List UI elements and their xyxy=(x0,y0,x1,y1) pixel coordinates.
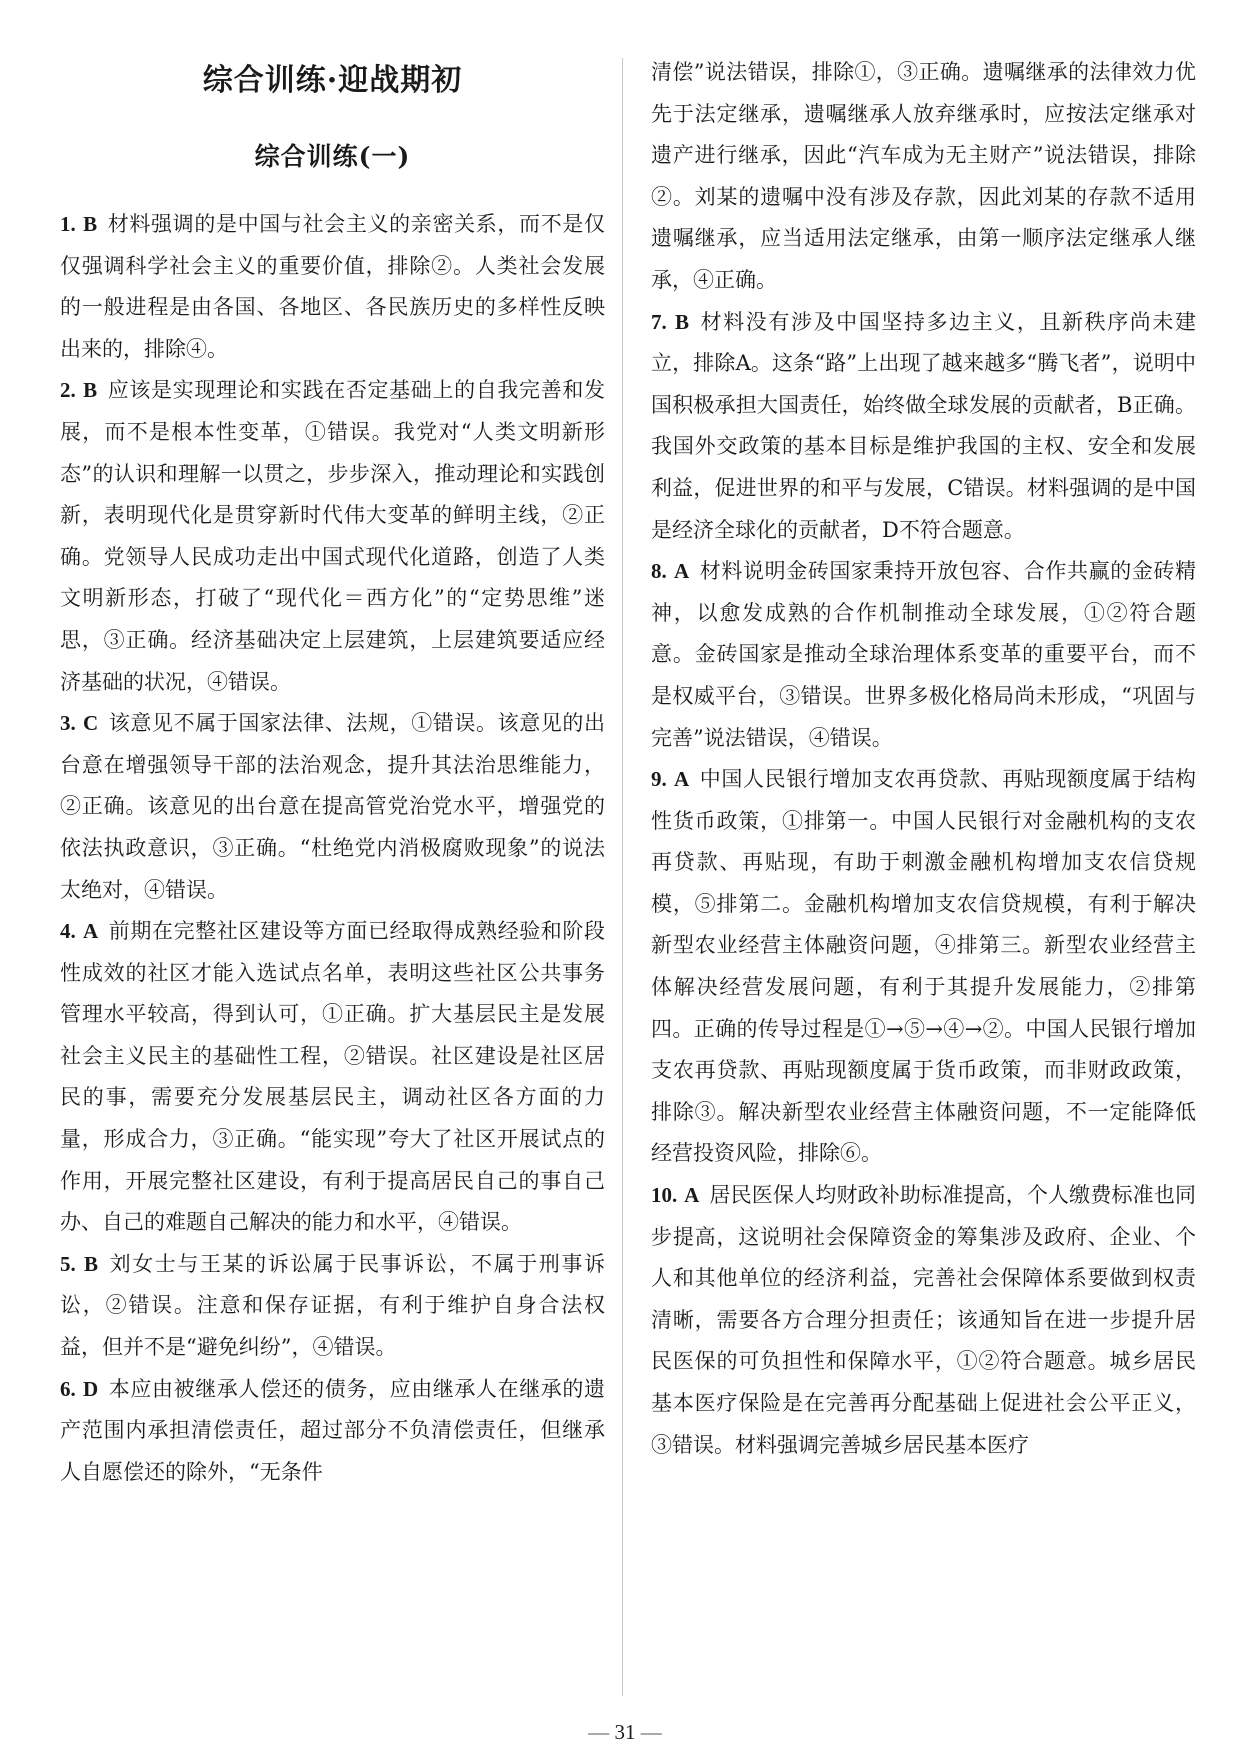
answer-number: 6. xyxy=(60,1376,76,1401)
answer-list-right xyxy=(651,52,1196,1466)
answer-list-left xyxy=(60,204,605,1493)
page-number xyxy=(0,1720,1250,1745)
answer-explanation: 该意见不属于国家法律、法规，①错误。该意见的出台意在增强领导干部的法治观念，提升其法治思维能力，②正确。该意见的出台意在提高管党治党水平，增强党的依法执政意识，③正确。“杜绝党内消极腐败现象”的说法太绝对，④错误。 xyxy=(60,711,605,902)
answer-choice: B xyxy=(675,309,690,334)
answer-explanation: 刘女士与王某的诉讼属于民事诉讼，不属于刑事诉讼，②错误。注意和保存证据，有利于维护自身合法权益，但并不是“避免纠纷”，④错误。 xyxy=(60,1251,605,1360)
answer-number: 4. xyxy=(60,919,76,944)
answer-item xyxy=(60,370,605,703)
answer-item-continued xyxy=(651,52,1196,302)
answer-item xyxy=(60,1244,605,1369)
answer-item xyxy=(651,551,1196,759)
answer-number: 7. xyxy=(651,309,667,334)
answer-explanation: 材料强调的是中国与社会主义的亲密关系，而不是仅仅强调科学社会主义的重要价值，排除②。人类社会发展的一般进程是由各国、各地区、各民族历史的多样性反映出来的，排除④。 xyxy=(60,212,605,361)
answer-explanation: 材料没有涉及中国坚持多边主义，且新秩序尚未建立，排除A。这条“路”上出现了越来越多“腾飞者”，说明中国积极承担大国责任，始终做全球发展的贡献者，B正确。我国外交政策的基本目标是维护我国的主权、安全和发展利益，促进世界的和平与发展，C错误。材料强调的是中国是经济全球化的贡献者，D不符合题意。 xyxy=(651,309,1196,542)
answer-explanation: 前期在完整社区建设等方面已经取得成熟经验和阶段性成效的社区才能入选试点名单，表明这些社区公共事务管理水平较高，得到认可，①正确。扩大基层民主是发展社会主义民主的基础性工程，②错误。社区建设是社区居民的事，需要充分发展基层民主，调动社区各方面的力量，形成合力，③正确。“能实现”夸大了社区开展试点的作用，开展完整社区建设，有利于提高居民自己的事自己办、自己的难题自己解决的能力和水平，④错误。 xyxy=(60,919,605,1235)
answer-number: 8. xyxy=(651,559,667,584)
answer-explanation: 中国人民银行增加支农再贷款、再贴现额度属于结构性货币政策，①排第一。中国人民银行对金融机构的支农再贷款、再贴现，有助于刺激金融机构增加支农信贷规模，⑤排第二。金融机构增加支农信贷规模，有利于解决新型农业经营主体融资问题，④排第三。新型农业经营主体解决经营发展问题，有利于其提升发展能力，②排第四。正确的传导过程是①→⑤→④→②。中国人民银行增加支农再贷款、再贴现额度属于货币政策，而非财政政策，排除③。解决新型农业经营主体融资问题，不一定能降低经营投资风险，排除⑥。 xyxy=(651,767,1196,1166)
answer-number: 9. xyxy=(651,767,667,792)
answer-item xyxy=(651,302,1196,552)
page-number-dash-left: — xyxy=(588,1720,610,1744)
answer-item xyxy=(60,1369,605,1494)
answer-number: 10. xyxy=(651,1183,678,1208)
answer-explanation: 本应由被继承人偿还的债务，应由继承人在继承的遗产范围内承担清偿责任，超过部分不负清偿责任，但继承人自愿偿还的除外，“无条件 xyxy=(60,1376,605,1484)
answer-item xyxy=(651,1175,1196,1466)
answer-item xyxy=(60,703,605,911)
answer-choice: A xyxy=(83,919,99,944)
answer-choice: B xyxy=(84,1251,99,1276)
column-divider xyxy=(622,58,623,1696)
answer-choice: D xyxy=(83,1376,99,1401)
answer-item xyxy=(651,759,1196,1175)
answer-explanation: 材料说明金砖国家秉持开放包容、合作共赢的金砖精神，以愈发成熟的合作机制推动全球发展，①②符合题意。金砖国家是推动全球治理体系变革的重要平台，而不是权威平台，③错误。世界多极化格局尚未形成，“巩固与完善”说法错误，④错误。 xyxy=(651,559,1196,750)
answer-number: 2. xyxy=(60,378,76,403)
answer-choice: A xyxy=(674,559,690,584)
answer-choice: B xyxy=(83,378,98,403)
page-number-dash-right: — xyxy=(640,1720,662,1744)
answer-number: 5. xyxy=(60,1251,76,1276)
answer-explanation: 清偿”说法错误，排除①，③正确。遗嘱继承的法律效力优先于法定继承，遗嘱继承人放弃继承时，应按法定继承对遗产进行继承，因此“汽车成为无主财产”说法错误，排除②。刘某的遗嘱中没有涉及存款，因此刘某的存款不适用遗嘱继承，应当适用法定继承，由第一顺序法定继承人继承，④正确。 xyxy=(651,60,1196,292)
answer-item xyxy=(60,911,605,1244)
answer-number: 1. xyxy=(60,212,76,236)
page-title: 综合训练·迎战期初 xyxy=(202,63,463,98)
answer-number: 3. xyxy=(60,711,76,736)
answer-explanation: 居民医保人均财政补助标准提高，个人缴费标准也同步提高，这说明社会保障资金的筹集涉及政府、企业、个人和其他单位的经济利益，完善社会保障体系要做到权责清晰，需要各方合理分担责任；该通知旨在进一步提升居民医保的可负担性和保障水平，①②符合题意。城乡居民基本医疗保险是在完善再分配基础上促进社会公平正义，③错误。材料强调完善城乡居民基本医疗 xyxy=(651,1183,1196,1457)
answer-choice: A xyxy=(674,767,690,792)
answer-item xyxy=(60,204,605,370)
answer-explanation: 应该是实现理论和实践在否定基础上的自我完善和发展，而不是根本性变革，①错误。我党对“人类文明新形态”的认识和理解一以贯之，步步深入，推动理论和实践创新，表明现代化是贯穿新时代伟大变革的鲜明主线，②正确。党领导人民成功走出中国式现代化道路，创造了人类文明新形态，打破了“现代化＝西方化”的“定势思维”迷思，③正确。经济基础决定上层建筑，上层建筑要适应经济基础的状况，④错误。 xyxy=(60,378,605,694)
answer-choice: A xyxy=(684,1183,700,1208)
answer-choice: C xyxy=(83,711,99,736)
section-title: 综合训练(一) xyxy=(254,142,411,171)
page-number-value: 31 xyxy=(614,1720,636,1744)
answer-choice: B xyxy=(83,212,98,236)
